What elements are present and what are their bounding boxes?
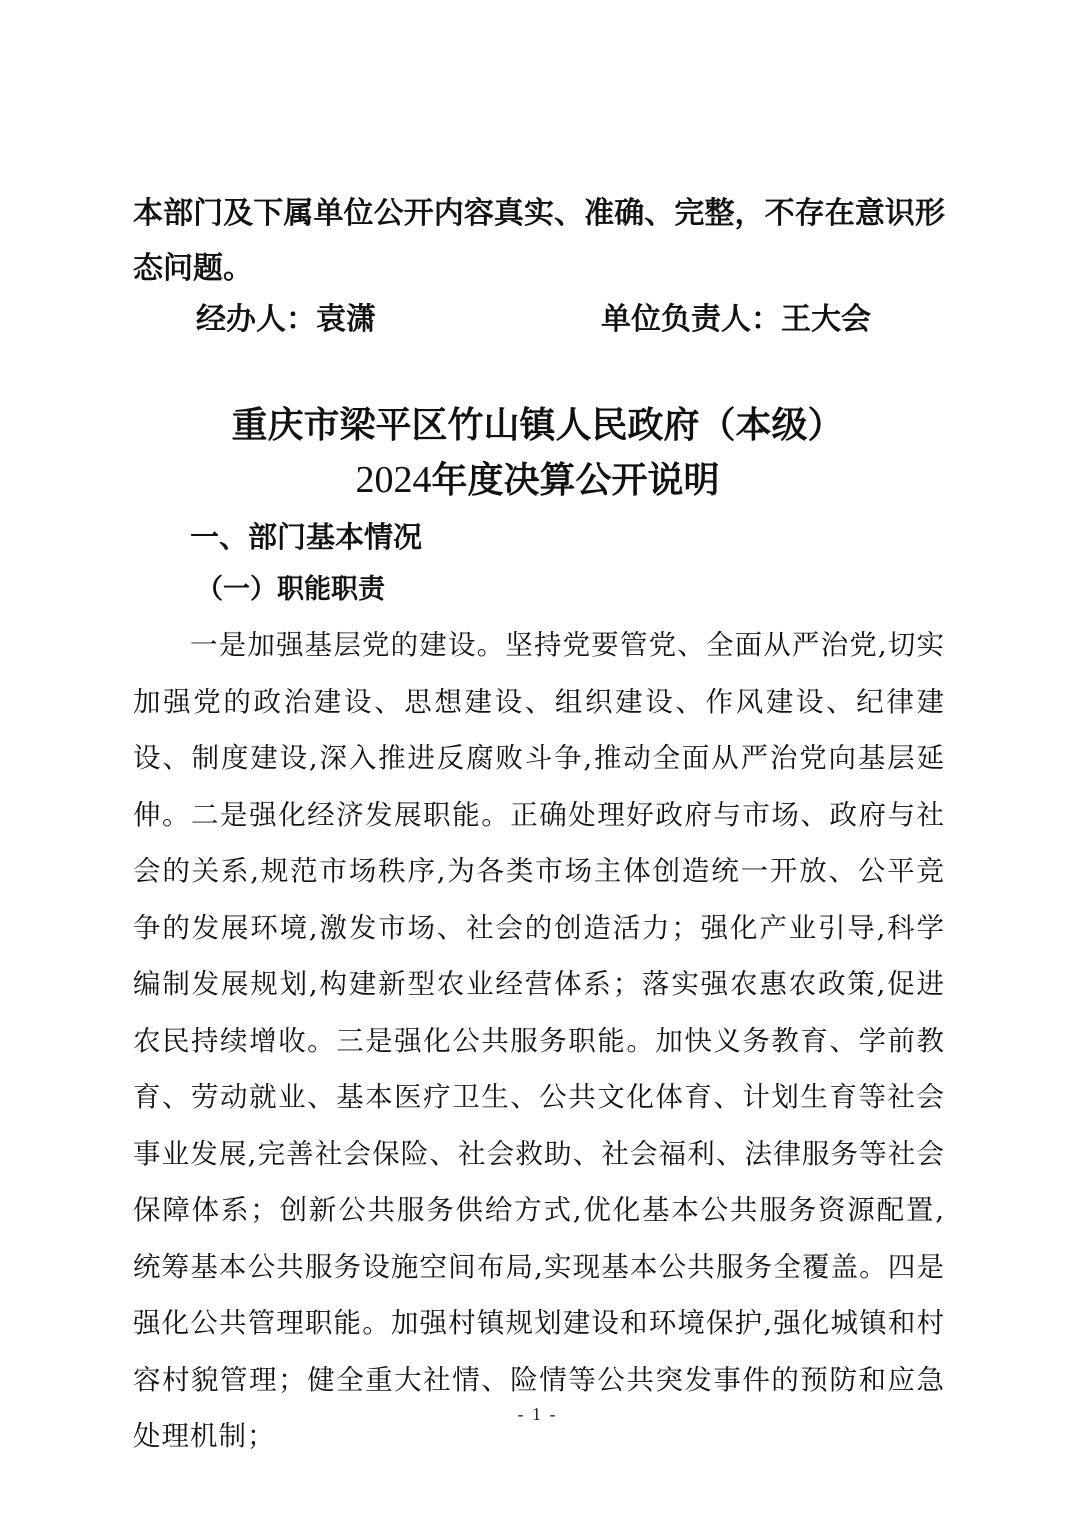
declaration-paragraph: 本部门及下属单位公开内容真实、准确、完整，不存在意识形态问题。 xyxy=(133,196,945,286)
section-heading: 一、部门基本情况 xyxy=(190,520,423,554)
title-year: 2024 xyxy=(355,459,432,501)
title-line2-text: 年度决算公开说明 xyxy=(431,460,720,501)
signature-row xyxy=(196,295,956,345)
handler-signature: 经办人：袁潇 xyxy=(196,302,376,337)
body-paragraph: 一是加强基层党的建设。坚持党要管党、全面从严治党,切实加强党的政治建设、思想建设、组织建设、作风建设、纪律建设、制度建设,深入推进反腐败斗争,推动全面从严治党向基层延伸。二是强化经济发展职能。正确处理好政府与市场、政府与社会的关系,规范市场秩序,为各类市场主体创造统一开放、公平竞争的发展环境,激发市场、社会的创造活力；强化产业引导,科学编制发展规划,构建新型农业经营体系；落实强农惠农政策,促进农民持续增收。三是强化公共服务职能。加快义务教育、学前教育、劳动就业、基本医疗卫生、公共文化体育、计划生育等社会事业发展,完善社会保险、社会救助、社会福利、法律服务等社会保障体系；创新公共服务供给方式,优化基本公共服务资源配置,统筹基本公共服务设施空间布局,实现基本公共服务全覆盖。四是强化公共管理职能。加强村镇规划建设和环境保护,强化城镇和村容村貌管理；健全重大社情、险情等公共突发事件的预防和应急处理机制； xyxy=(133,629,945,1452)
responsible-signature: 单位负责人：王大会 xyxy=(601,302,871,337)
page-number: - 1 - xyxy=(517,1404,558,1424)
document-title-line1: 重庆市梁平区竹山镇人民政府（本级） xyxy=(231,405,844,446)
section-subheading: （一）职能职责 xyxy=(196,574,385,605)
document-title-line2 xyxy=(0,452,1075,509)
